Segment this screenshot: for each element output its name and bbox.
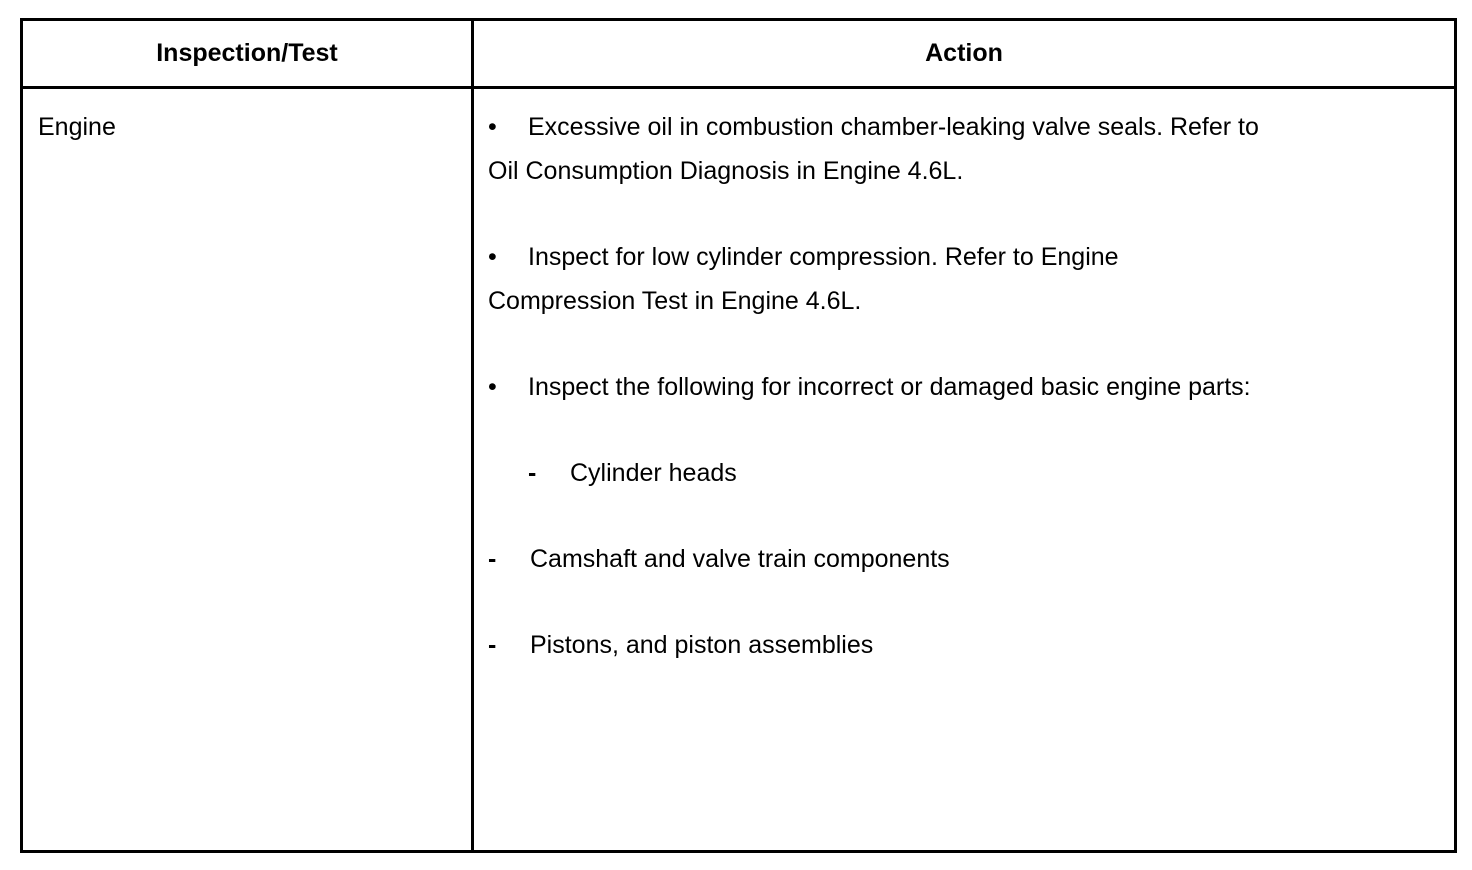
header-action: Action — [925, 39, 1003, 67]
subitem-cylinder-heads — [528, 451, 737, 495]
action-text-line: Pistons, and piston assemblies — [530, 631, 874, 659]
action-item-engine-parts — [488, 365, 1251, 409]
dash-marker: - — [488, 545, 497, 573]
inspection-cell-engine: Engine — [38, 113, 116, 141]
diagnosis-table — [20, 18, 1457, 853]
action-item-oil-consumption — [488, 105, 1259, 193]
action-text-line: Inspect for low cylinder compression. Refer to Engine — [528, 243, 1119, 271]
bullet-marker: • — [488, 113, 497, 141]
subitem-pistons — [488, 623, 873, 667]
subitem-camshaft — [488, 537, 950, 581]
dash-marker: - — [528, 459, 537, 487]
action-item-compression — [488, 235, 1119, 323]
action-text-line: Cylinder heads — [570, 459, 737, 487]
bullet-marker: • — [488, 243, 497, 271]
dash-marker: - — [488, 631, 497, 659]
action-text-line: Compression Test in Engine 4.6L. — [488, 287, 862, 315]
action-text-line: Excessive oil in combustion chamber-leaking valve seals. Refer to — [528, 113, 1259, 141]
header-inspection-test: Inspection/Test — [156, 39, 338, 67]
column-divider — [471, 21, 474, 850]
action-text-line: Inspect the following for incorrect or damaged basic engine parts: — [528, 373, 1251, 401]
action-text-line: Oil Consumption Diagnosis in Engine 4.6L. — [488, 157, 964, 185]
action-text-line: Camshaft and valve train components — [530, 545, 950, 573]
header-divider — [23, 86, 1454, 89]
bullet-marker: • — [488, 373, 497, 401]
